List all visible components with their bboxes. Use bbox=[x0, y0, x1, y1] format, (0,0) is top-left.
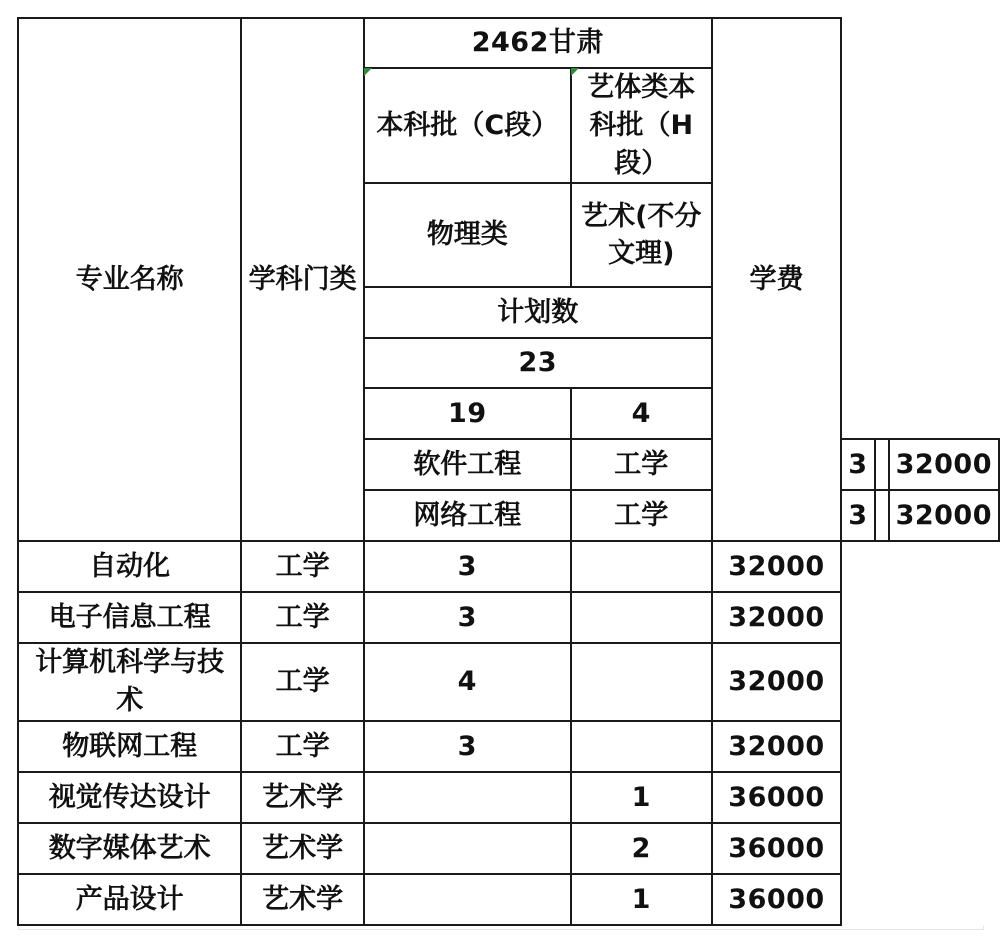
cell-category: 工学 bbox=[571, 490, 712, 541]
header-tuition: 学费 bbox=[712, 18, 842, 541]
cell-tuition: 36000 bbox=[712, 874, 842, 925]
cell-category: 艺术学 bbox=[241, 772, 363, 823]
cell-major: 产品设计 bbox=[18, 874, 241, 925]
cell-major: 计算机科学与技术 bbox=[18, 643, 241, 721]
cell-plan-physics: 3 bbox=[841, 490, 874, 541]
header-plan-art: 4 bbox=[571, 388, 712, 439]
table-row bbox=[18, 643, 999, 721]
header-plan-physics: 19 bbox=[364, 388, 571, 439]
cell-plan-physics bbox=[364, 823, 571, 874]
cell-major: 网络工程 bbox=[364, 490, 571, 541]
cell-major: 视觉传达设计 bbox=[18, 772, 241, 823]
header-category: 学科门类 bbox=[241, 18, 363, 541]
cell-plan-physics: 3 bbox=[364, 592, 571, 643]
cell-tuition: 32000 bbox=[712, 592, 842, 643]
cell-plan-art: 2 bbox=[571, 823, 712, 874]
cell-tuition: 32000 bbox=[889, 439, 999, 490]
cell-major: 自动化 bbox=[18, 541, 241, 592]
cell-major: 物联网工程 bbox=[18, 721, 241, 772]
cell-category: 艺术学 bbox=[241, 823, 363, 874]
cell-plan-art bbox=[875, 439, 889, 490]
cell-tuition: 32000 bbox=[712, 541, 842, 592]
cell-category: 工学 bbox=[241, 721, 363, 772]
header-major-name: 专业名称 bbox=[18, 18, 241, 541]
comment-marker-icon bbox=[571, 68, 579, 76]
table-row bbox=[18, 772, 999, 823]
cell-category: 工学 bbox=[241, 541, 363, 592]
cell-major: 软件工程 bbox=[364, 439, 571, 490]
cell-plan-art bbox=[571, 643, 712, 721]
header-type-art: 艺术(不分文理) bbox=[571, 183, 712, 287]
table-row bbox=[18, 592, 999, 643]
table-row bbox=[18, 721, 999, 772]
header-plan-total: 23 bbox=[364, 338, 712, 388]
cell-plan-art: 1 bbox=[571, 874, 712, 925]
cell-plan-physics: 4 bbox=[364, 643, 571, 721]
cell-tuition: 36000 bbox=[712, 772, 842, 823]
comment-marker-icon bbox=[364, 68, 372, 76]
cell-plan-art bbox=[571, 592, 712, 643]
header-plan-label: 计划数 bbox=[364, 287, 712, 338]
table-row bbox=[18, 541, 999, 592]
cell-tuition: 32000 bbox=[712, 721, 842, 772]
cell-category: 工学 bbox=[241, 592, 363, 643]
cell-plan-art bbox=[571, 721, 712, 772]
cell-tuition: 36000 bbox=[712, 823, 842, 874]
table-row bbox=[18, 823, 999, 874]
cell-tuition: 32000 bbox=[889, 490, 999, 541]
cell-plan-physics: 3 bbox=[841, 439, 874, 490]
header-province-code: 2462甘肃 bbox=[364, 18, 712, 68]
table-row bbox=[18, 874, 999, 925]
cell-plan-physics bbox=[364, 874, 571, 925]
header-type-physics: 物理类 bbox=[364, 183, 571, 287]
header-batch-c: 本科批（C段） bbox=[364, 68, 571, 183]
cell-category: 艺术学 bbox=[241, 874, 363, 925]
cell-plan-physics: 3 bbox=[364, 541, 571, 592]
cell-plan-physics: 3 bbox=[364, 721, 571, 772]
cell-plan-art bbox=[571, 541, 712, 592]
cell-plan-art: 1 bbox=[571, 772, 712, 823]
cell-category: 工学 bbox=[571, 439, 712, 490]
cell-plan-art bbox=[875, 490, 889, 541]
cell-category: 工学 bbox=[241, 643, 363, 721]
cell-major: 电子信息工程 bbox=[18, 592, 241, 643]
enrollment-plan-table bbox=[17, 17, 1000, 926]
cell-plan-physics bbox=[364, 772, 571, 823]
cell-tuition: 32000 bbox=[712, 643, 842, 721]
cell-major: 数字媒体艺术 bbox=[18, 823, 241, 874]
header-batch-h: 艺体类本科批（H段） bbox=[571, 68, 712, 183]
